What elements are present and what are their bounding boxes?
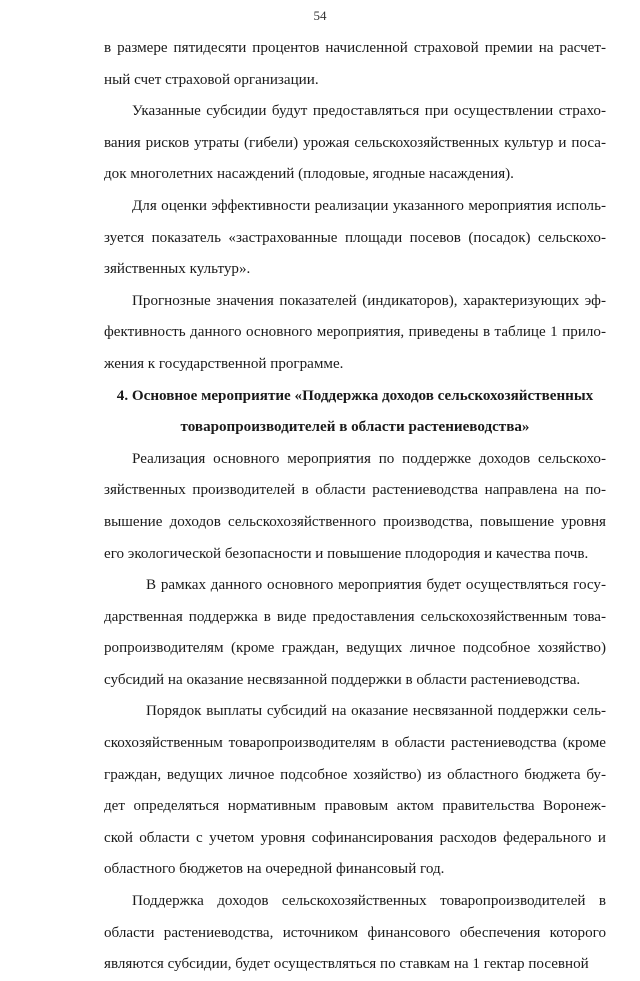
paragraph-premium-transfer: в размере пятидесяти процентов начисленной страховой премии на расчет-ный счет страховой организации. [104,40,606,88]
section-heading-line-1: 4. Основное мероприятие «Поддержка доходов сельскохозяйственных [116,387,594,404]
paragraph-income-support: Поддержка доходов сельскохозяйственных товаропроизводителей в области растениеводства, источником финансового обеспечения которого являются субсидии, будет осуществляться по ставкам на 1 гектар посевной [104,893,606,973]
paragraph-forecast-values: Прогнозные значения показателей (индикаторов), характеризующих эф-фективность данного основного мероприятия, приведены в таблице 1 прило-жения к государственной программе. [104,292,606,372]
document-body [104,33,606,981]
paragraph-implementation: Реализация основного мероприятия по поддержке доходов сельскохо-зяйственных производителей в области растениеводства направлена на по-вышение доходов сельскохозяйственного производства, повышение уровня его экологической безопасности и повышение плодородия и качества почв. [104,450,606,562]
paragraph-efficiency-indicator: Для оценки эффективности реализации указанного мероприятия исполь-зуется показатель «застрахованные площади посевов (посадок) сельскохо-зяйственных культур». [104,197,606,278]
section-heading-line-2: товаропроизводителей в области растениеводства» [180,419,530,436]
page-number: 54 [313,8,327,23]
section-heading [104,381,606,444]
paragraph-state-support: В рамках данного основного мероприятия будет осуществляться госу-дарственная поддержка в виде предоставления сельскохозяйственным това-ропроизводителям (кроме граждан, ведущих личное подсобное хозяйство) субсидий на оказание несвязанной поддержки в области растениеводства. [104,577,606,688]
paragraph-subsidy-insurance: Указанные субсидии будут предоставляться при осуществлении страхо-вания рисков утраты (гибели) урожая сельскохозяйственных культур и поса-док многолетних насаждений (плодовые, ягодные насаждения). [104,103,606,183]
paragraph-payment-procedure: Порядок выплаты субсидий на оказание несвязанной поддержки сель-скохозяйственным товаропроизводителям в области растениеводства (кроме граждан, ведущих личное подсобное хозяйство) из областного бюджета бу-дет определяться нормативным правовым актом правительства Воронеж-ской области с учетом уровня софинансирования расходов федерального и областного бюджетов на очередной финансовый год. [104,703,606,878]
